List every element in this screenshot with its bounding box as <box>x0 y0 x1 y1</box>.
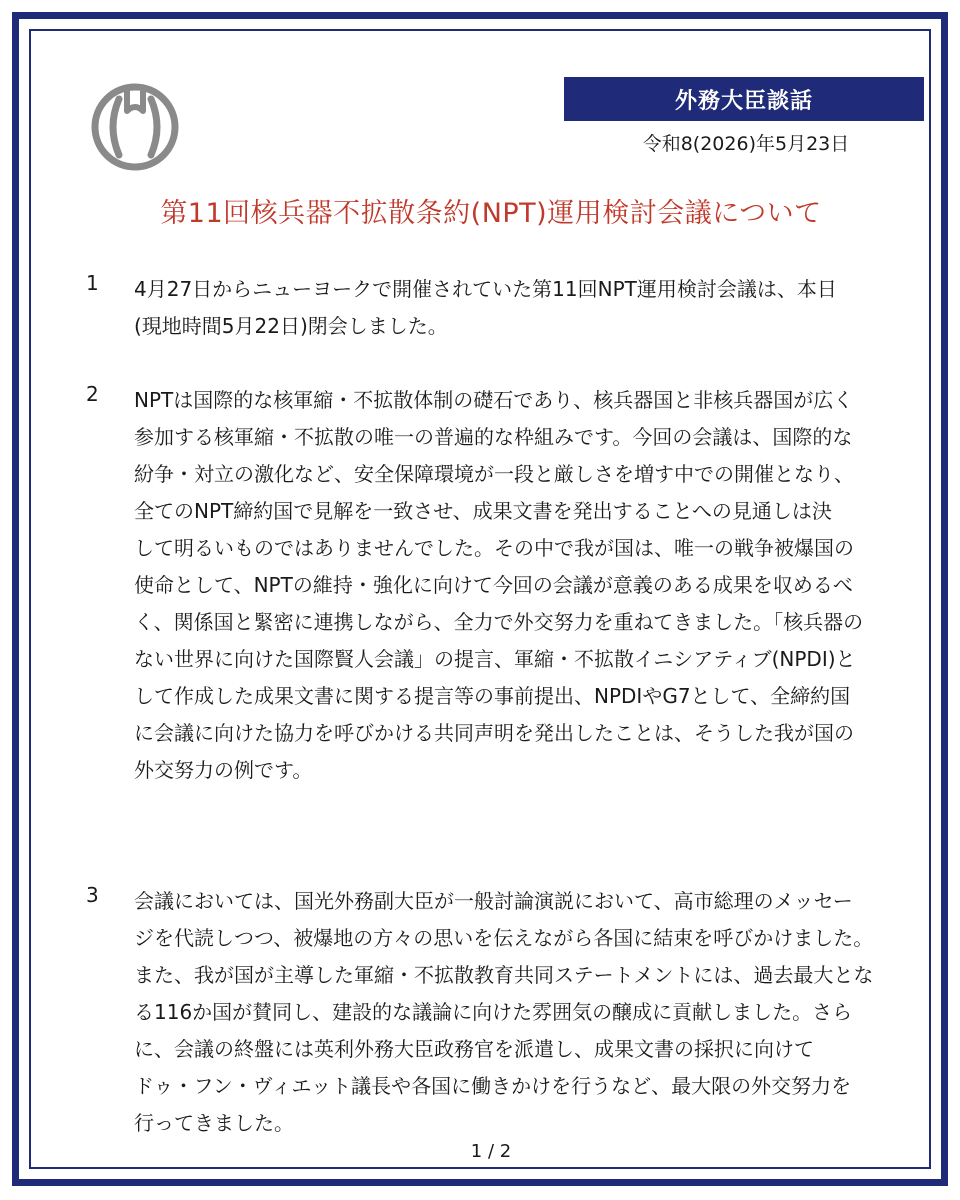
paragraph-number: 1 <box>86 271 99 295</box>
statement-type-badge: 外務大臣談話 <box>564 77 924 121</box>
paragraph-number: 3 <box>86 883 99 907</box>
ministry-emblem-icon <box>89 81 181 173</box>
page-frame-inner <box>29 29 931 1169</box>
paragraph-text: 4月27日からニューヨークで開催されていた第11回NPT運用検討会議は、本日 (現地時間5月22日)閉会しました。 <box>134 277 837 338</box>
statement-date: 令和8(2026)年5月23日 <box>642 133 850 155</box>
paragraph-number: 2 <box>86 382 99 406</box>
paragraph-text: 会議においては、国光外務副大臣が一般討論演説において、高市総理のメッセー ジを代読しつつ、被爆地の方々の思いを伝えながら各国に結束を呼びかけました。 また、我が国が主導した軍縮・不拡散教育共同ステートメントには、過去最大とな る116か国が賛同し、建設的な議論に向けた雰囲気の醸成に貢献しました。さら に、会議の終盤には英利外務大臣政務官を派遣し、成果文書の採択に向けて ドゥ・フン・ヴィエット議長や各国に働きかけを行うなど、最大限の外交努力を 行ってきました。 <box>134 889 874 1135</box>
paragraph-text: NPTは国際的な核軍縮・不拡散体制の礎石であり、核兵器国と非核兵器国が広く 参加する核軍縮・不拡散の唯一の普遍的な枠組みです。今回の会議は、国際的な 紛争・対立の激化など、安全保障環境が一段と厳しさを増す中での開催となり、 全てのNPT締約国で見解を一致させ、成果文書を発出することへの見通しは決 して明るいものではありませんでした。その中で我が国は、唯一の戦争被爆国の 使命として、NPTの維持・強化に向けて今回の会議が意義のある成果を収めるべ く、関係国と緊密に連携しながら、全力で外交努力を重ねてきました。「核兵器の ない世界に向けた国際賢人会議」の提言、軍縮・不拡散イニシアティブ(NPDI)と して作成した成果文書に関する提言等の事前提出、NPDIやG7として、全締約国 に会議に向けた協力を呼びかける共同声明を発出したことは、そうした我が国の 外交努力の例です。 <box>134 388 864 782</box>
document-title: 第11回核兵器不拡散条約(NPT)運用検討会議について <box>160 198 822 229</box>
page-number: 1 / 2 <box>470 1141 512 1162</box>
page-frame <box>12 12 948 1186</box>
